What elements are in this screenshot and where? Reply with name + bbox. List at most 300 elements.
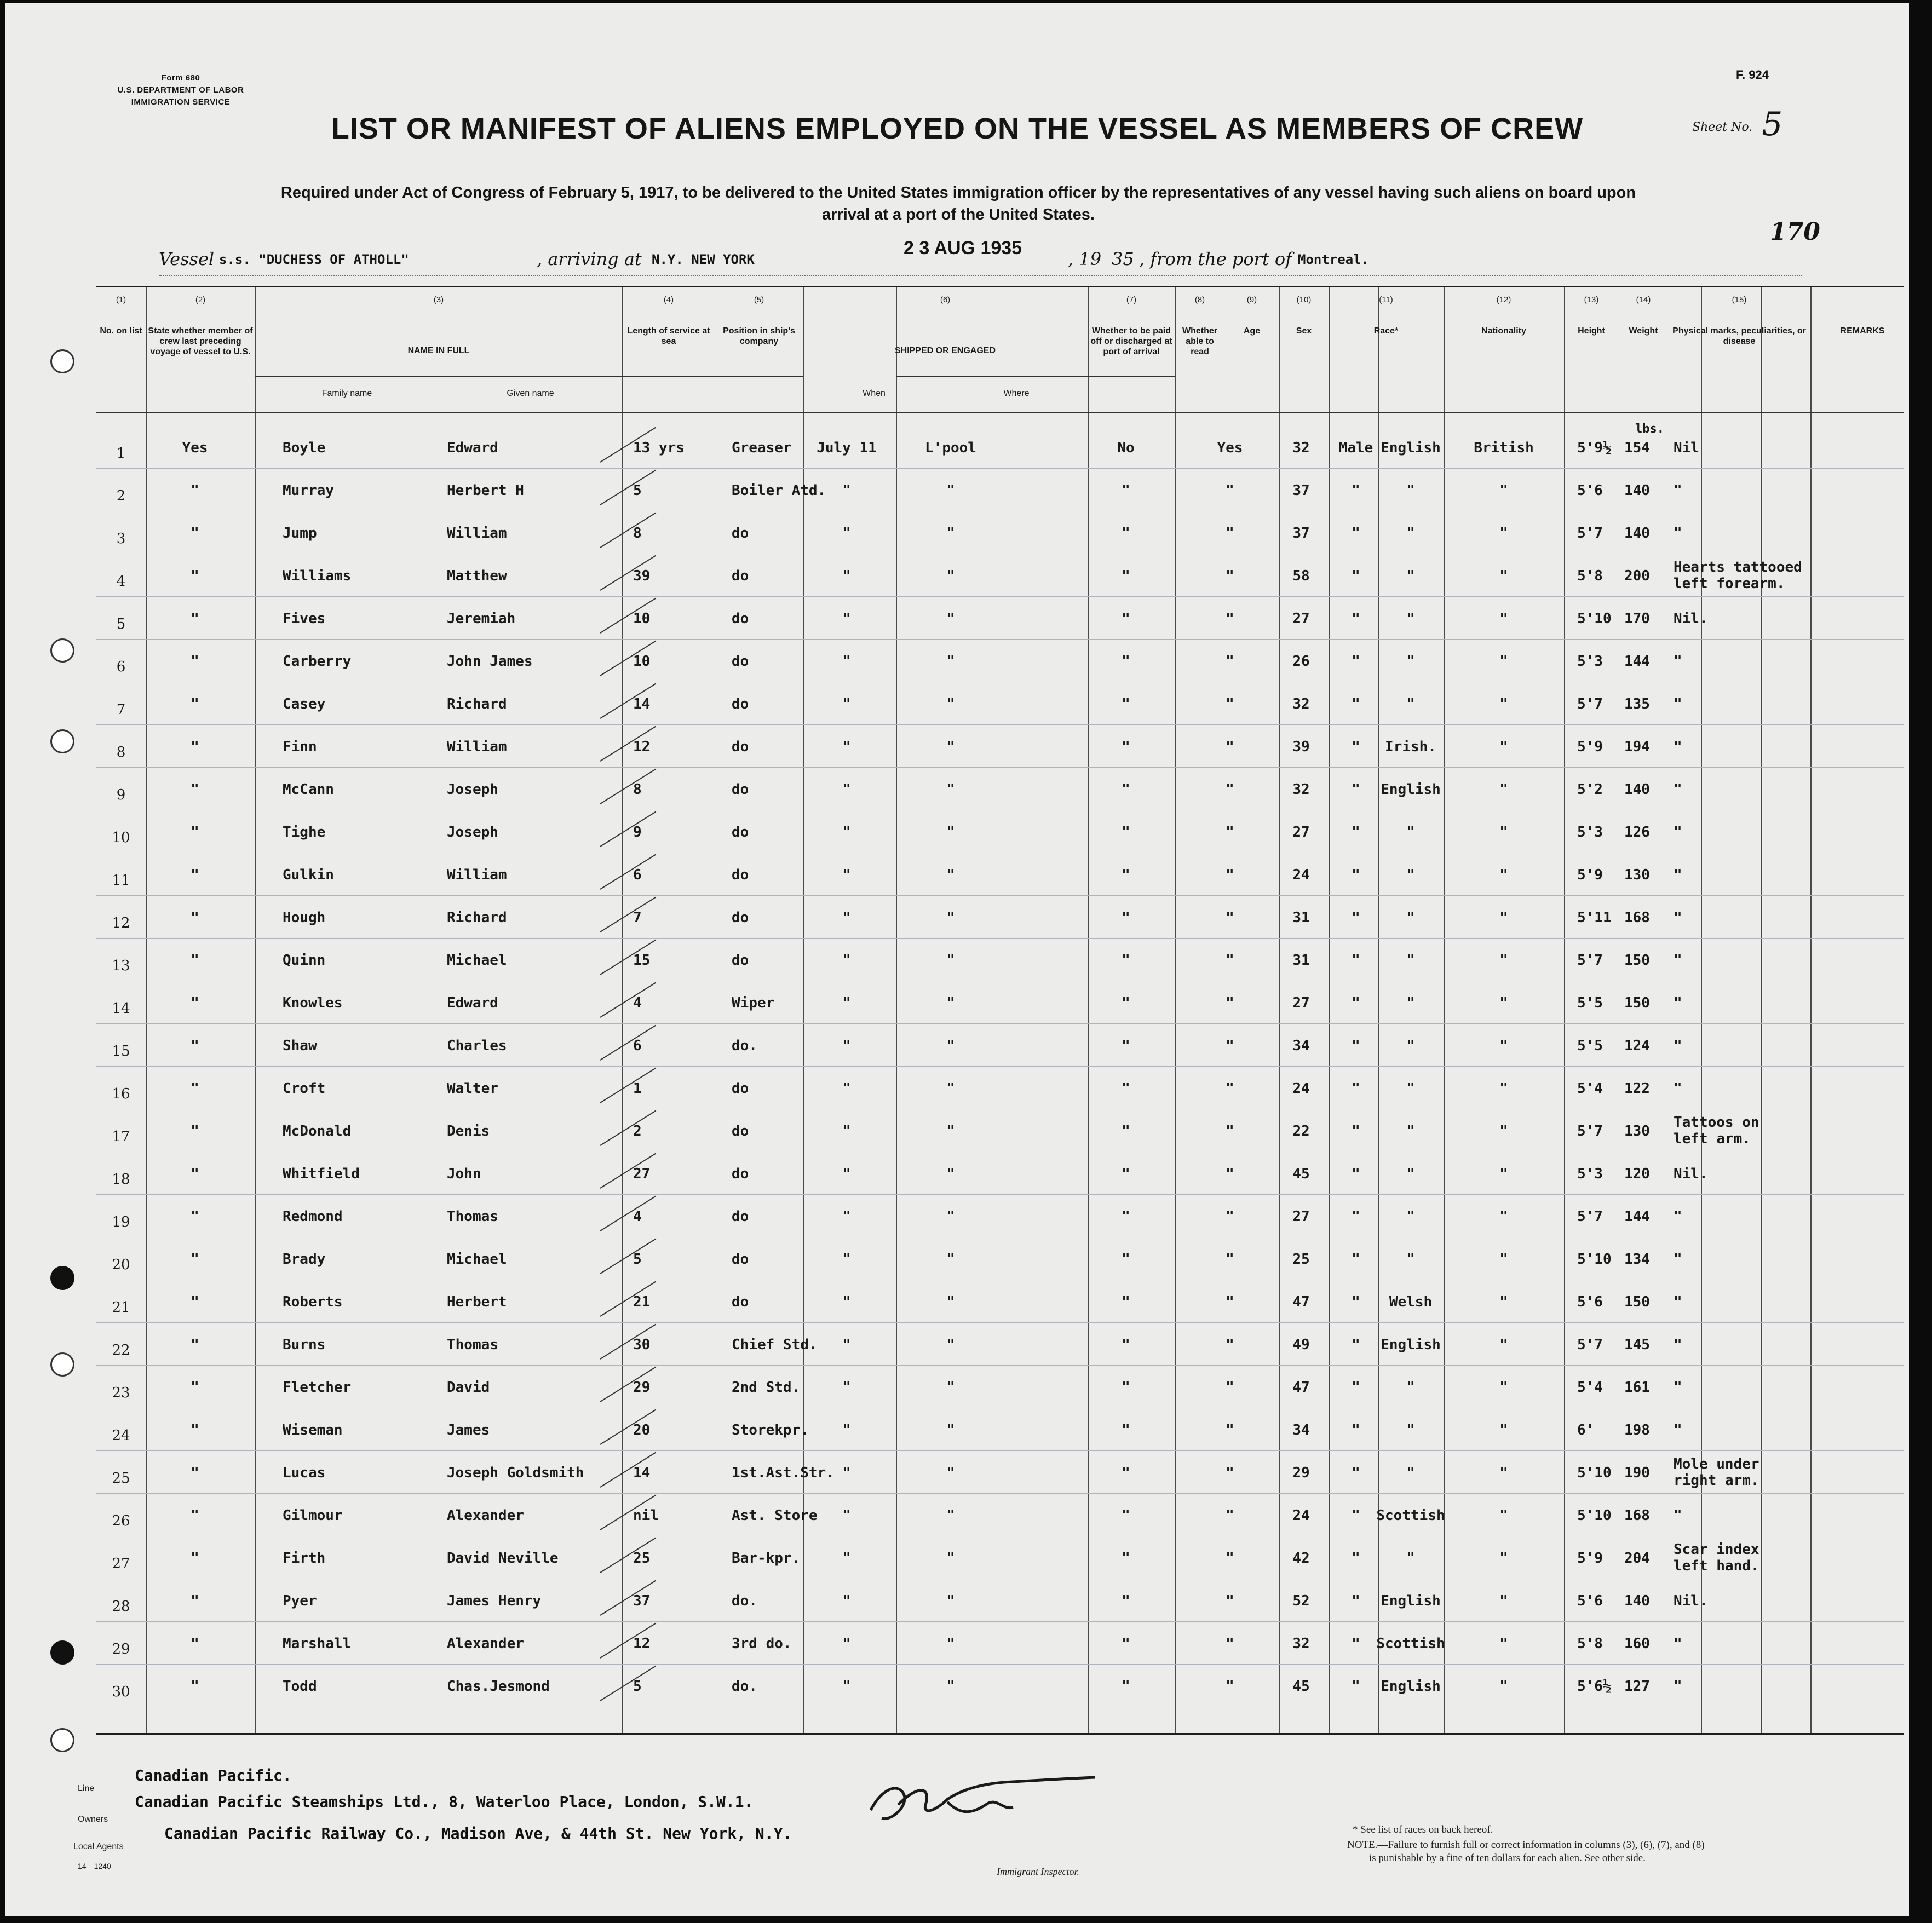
row-service: 9 bbox=[633, 824, 642, 840]
row-nat: " bbox=[1499, 739, 1508, 755]
row-service: 8 bbox=[633, 781, 642, 798]
row-service: 39 bbox=[633, 568, 651, 584]
row-number: 7 bbox=[116, 701, 126, 718]
column-number: (1) bbox=[116, 295, 127, 304]
check-mark bbox=[600, 1110, 656, 1146]
row-service: 20 bbox=[633, 1422, 651, 1438]
row-family: Firth bbox=[283, 1550, 326, 1567]
row-read: " bbox=[1226, 1379, 1234, 1396]
row-position: do. bbox=[732, 1593, 757, 1609]
row-read: " bbox=[1226, 781, 1234, 798]
row-marks: " bbox=[1674, 696, 1682, 712]
row-marks: Tattoos on left arm. bbox=[1674, 1114, 1760, 1147]
check-mark bbox=[600, 1239, 656, 1274]
row-sex: " bbox=[1352, 867, 1360, 883]
binder-hole bbox=[50, 729, 74, 753]
binder-hole bbox=[50, 1728, 74, 1752]
check-mark bbox=[600, 1025, 656, 1061]
binder-hole bbox=[50, 638, 74, 663]
row-sex: " bbox=[1352, 611, 1360, 627]
row-last: " bbox=[191, 696, 199, 712]
row-sex: " bbox=[1352, 1166, 1360, 1182]
row-service: 8 bbox=[633, 525, 642, 542]
year-value: 35 bbox=[1112, 249, 1134, 269]
row-height: 5'4 bbox=[1577, 1379, 1603, 1396]
row-read: " bbox=[1226, 653, 1234, 670]
row-age: 37 bbox=[1292, 525, 1310, 542]
weight-unit: lbs. bbox=[1635, 422, 1664, 436]
column-subheader: Where bbox=[1003, 389, 1030, 398]
row-number: 22 bbox=[112, 1342, 130, 1358]
check-mark bbox=[600, 897, 656, 932]
row-weight: 130 bbox=[1624, 1123, 1650, 1139]
row-paid: " bbox=[1122, 995, 1130, 1011]
row-number: 10 bbox=[112, 830, 130, 846]
requirement-text bbox=[104, 182, 1813, 226]
row-sex: " bbox=[1352, 482, 1360, 499]
row-read: " bbox=[1226, 1507, 1234, 1524]
row-family: Williams bbox=[283, 568, 352, 584]
row-age: 34 bbox=[1292, 1422, 1310, 1438]
row-age: 37 bbox=[1292, 482, 1310, 499]
row-rule bbox=[96, 1493, 1904, 1494]
row-height: 5'10 bbox=[1577, 1465, 1612, 1481]
row-read: " bbox=[1226, 1636, 1234, 1652]
row-given: David bbox=[447, 1379, 490, 1396]
row-weight: 190 bbox=[1624, 1465, 1650, 1481]
row-rule bbox=[96, 767, 1904, 768]
row-position: do bbox=[732, 653, 749, 670]
row-last: " bbox=[191, 568, 199, 584]
row-last: " bbox=[191, 1251, 199, 1268]
row-given: Alexander bbox=[447, 1636, 524, 1652]
row-nat: " bbox=[1499, 1080, 1508, 1097]
row-last: " bbox=[191, 653, 199, 670]
row-where: " bbox=[946, 1507, 955, 1524]
row-service: 5 bbox=[633, 1251, 642, 1268]
row-age: 29 bbox=[1292, 1465, 1310, 1481]
check-mark bbox=[600, 769, 656, 804]
row-paid: " bbox=[1122, 1123, 1130, 1139]
row-where: " bbox=[946, 1123, 955, 1139]
row-where: " bbox=[946, 696, 955, 712]
row-rule bbox=[96, 1066, 1904, 1067]
row-when: " bbox=[842, 1379, 851, 1396]
row-position: do bbox=[732, 611, 749, 627]
row-nat: " bbox=[1499, 482, 1508, 499]
row-service: 37 bbox=[633, 1593, 651, 1609]
row-paid: " bbox=[1122, 909, 1130, 926]
row-service: 4 bbox=[633, 1208, 642, 1225]
row-number: 16 bbox=[112, 1086, 130, 1102]
row-family: Gulkin bbox=[283, 867, 334, 883]
row-marks: " bbox=[1674, 867, 1682, 883]
row-where: " bbox=[946, 1251, 955, 1268]
row-where: " bbox=[946, 995, 955, 1011]
row-sex: " bbox=[1352, 1038, 1360, 1054]
row-age: 32 bbox=[1292, 781, 1310, 798]
row-position: 2nd Std. bbox=[732, 1379, 801, 1396]
row-number: 9 bbox=[116, 787, 126, 803]
row-nat: " bbox=[1499, 1507, 1508, 1524]
row-race: " bbox=[1406, 952, 1415, 969]
row-age: 22 bbox=[1292, 1123, 1310, 1139]
row-number: 21 bbox=[112, 1299, 130, 1316]
row-rule bbox=[96, 938, 1904, 939]
column-number: (11) bbox=[1379, 295, 1393, 304]
row-race: " bbox=[1406, 1123, 1415, 1139]
row-where: " bbox=[946, 1166, 955, 1182]
row-marks: " bbox=[1674, 653, 1682, 670]
row-position: do bbox=[732, 781, 749, 798]
row-position: do bbox=[732, 1251, 749, 1268]
row-rule bbox=[96, 468, 1904, 469]
row-marks: " bbox=[1674, 739, 1682, 755]
row-when: " bbox=[842, 653, 851, 670]
row-marks: " bbox=[1674, 781, 1682, 798]
row-paid: " bbox=[1122, 1379, 1130, 1396]
column-number: (15) bbox=[1732, 295, 1747, 304]
row-given: Michael bbox=[447, 1251, 507, 1268]
row-where: " bbox=[946, 1636, 955, 1652]
races-note: * See list of races on back hereof. bbox=[1353, 1824, 1493, 1835]
row-sex: " bbox=[1352, 1422, 1360, 1438]
row-paid: " bbox=[1122, 1337, 1130, 1353]
row-read: " bbox=[1226, 1251, 1234, 1268]
row-age: 24 bbox=[1292, 1080, 1310, 1097]
row-rule bbox=[96, 1621, 1904, 1622]
column-subheader: Given name bbox=[507, 389, 554, 398]
row-read: " bbox=[1226, 867, 1234, 883]
row-sex: " bbox=[1352, 1636, 1360, 1652]
date-stamp: 2 3 AUG 1935 bbox=[904, 238, 1022, 258]
row-sex: " bbox=[1352, 1208, 1360, 1225]
row-given: Herbert H bbox=[447, 482, 524, 499]
row-number: 15 bbox=[112, 1043, 130, 1060]
row-number: 17 bbox=[112, 1129, 130, 1145]
row-marks: " bbox=[1674, 824, 1682, 840]
row-age: 58 bbox=[1292, 568, 1310, 584]
row-height: 5'5 bbox=[1577, 1038, 1603, 1054]
row-given: Edward bbox=[447, 995, 498, 1011]
row-height: 5'7 bbox=[1577, 696, 1603, 712]
row-paid: " bbox=[1122, 482, 1130, 499]
row-weight: 140 bbox=[1624, 781, 1650, 798]
row-family: Hough bbox=[283, 909, 326, 926]
row-when: " bbox=[842, 1337, 851, 1353]
row-sex: " bbox=[1352, 952, 1360, 969]
row-height: 5'10 bbox=[1577, 1507, 1612, 1524]
row-paid: " bbox=[1122, 1636, 1130, 1652]
row-family: Finn bbox=[283, 739, 317, 755]
vessel-label: Vessel bbox=[159, 249, 215, 269]
row-height: 5'7 bbox=[1577, 1337, 1603, 1353]
row-weight: 194 bbox=[1624, 739, 1650, 755]
row-position: do bbox=[732, 568, 749, 584]
row-when: " bbox=[842, 1080, 851, 1097]
row-position: do. bbox=[732, 1038, 757, 1054]
row-number: 8 bbox=[116, 744, 126, 761]
row-weight: 126 bbox=[1624, 824, 1650, 840]
row-weight: 168 bbox=[1624, 1507, 1650, 1524]
row-paid: " bbox=[1122, 1080, 1130, 1097]
row-number: 14 bbox=[112, 1000, 130, 1017]
row-rule bbox=[96, 724, 1904, 725]
row-where: " bbox=[946, 867, 955, 883]
row-where: " bbox=[946, 1422, 955, 1438]
row-race: English bbox=[1381, 440, 1441, 456]
row-paid: " bbox=[1122, 525, 1130, 542]
row-family: Murray bbox=[283, 482, 334, 499]
owners-value: Canadian Pacific Steamships Ltd., 8, Waterloo Place, London, S.W.1. bbox=[135, 1793, 754, 1811]
row-position: do bbox=[732, 696, 749, 712]
row-read: " bbox=[1226, 1294, 1234, 1310]
row-last: Yes bbox=[182, 440, 208, 456]
row-where: " bbox=[946, 952, 955, 969]
row-nat: " bbox=[1499, 568, 1508, 584]
row-weight: 150 bbox=[1624, 1294, 1650, 1310]
row-number: 26 bbox=[112, 1513, 130, 1529]
row-number: 29 bbox=[112, 1641, 130, 1657]
row-weight: 144 bbox=[1624, 653, 1650, 670]
column-header: Nationality bbox=[1481, 326, 1526, 336]
row-paid: " bbox=[1122, 1422, 1130, 1438]
row-given: Jeremiah bbox=[447, 611, 516, 627]
arriving-label: , arriving at bbox=[537, 249, 642, 269]
row-weight: 168 bbox=[1624, 909, 1650, 926]
binder-hole bbox=[50, 1352, 74, 1377]
row-race: " bbox=[1406, 824, 1415, 840]
service-name: IMMIGRATION SERVICE bbox=[131, 97, 231, 107]
row-weight: 135 bbox=[1624, 696, 1650, 712]
row-nat: " bbox=[1499, 995, 1508, 1011]
row-paid: " bbox=[1122, 696, 1130, 712]
form-number: Form 680 bbox=[161, 73, 200, 83]
row-weight: 140 bbox=[1624, 482, 1650, 499]
row-family: Casey bbox=[283, 696, 326, 712]
row-marks: " bbox=[1674, 1337, 1682, 1353]
row-age: 47 bbox=[1292, 1294, 1310, 1310]
row-service: 2 bbox=[633, 1123, 642, 1139]
row-position: do bbox=[732, 1123, 749, 1139]
row-service: 25 bbox=[633, 1550, 651, 1567]
row-marks: " bbox=[1674, 1251, 1682, 1268]
row-height: 5'5 bbox=[1577, 995, 1603, 1011]
row-when: " bbox=[842, 1636, 851, 1652]
column-number: (6) bbox=[940, 295, 951, 304]
row-age: 32 bbox=[1292, 1636, 1310, 1652]
row-nat: " bbox=[1499, 1550, 1508, 1567]
row-age: 52 bbox=[1292, 1593, 1310, 1609]
row-rule bbox=[96, 1365, 1904, 1366]
row-age: 27 bbox=[1292, 824, 1310, 840]
row-weight: 140 bbox=[1624, 525, 1650, 542]
row-marks: Nil. bbox=[1674, 1593, 1708, 1609]
row-when: " bbox=[842, 1294, 851, 1310]
binder-hole bbox=[50, 349, 74, 373]
binder-hole bbox=[50, 1266, 74, 1290]
row-last: " bbox=[191, 482, 199, 499]
row-weight: 150 bbox=[1624, 995, 1650, 1011]
row-given: Herbert bbox=[447, 1294, 507, 1310]
row-where: " bbox=[946, 1678, 955, 1695]
row-when: " bbox=[842, 1507, 851, 1524]
row-last: " bbox=[191, 952, 199, 969]
row-read: " bbox=[1226, 1208, 1234, 1225]
row-nat: " bbox=[1499, 1465, 1508, 1481]
row-position: do bbox=[732, 739, 749, 755]
row-position: Ast. Store bbox=[732, 1507, 818, 1524]
row-weight: 140 bbox=[1624, 1593, 1650, 1609]
crew-table bbox=[96, 286, 1904, 1735]
row-position: 3rd do. bbox=[732, 1636, 792, 1652]
row-marks: " bbox=[1674, 1379, 1682, 1396]
row-family: Todd bbox=[283, 1678, 317, 1695]
column-header: State whether member of crew last preceding voyage of vessel to U.S. bbox=[148, 326, 253, 356]
row-given: Richard bbox=[447, 909, 507, 926]
row-where: " bbox=[946, 525, 955, 542]
row-family: Whitfield bbox=[283, 1166, 360, 1182]
row-where: " bbox=[946, 1080, 955, 1097]
row-weight: 154 bbox=[1624, 440, 1650, 456]
row-number: 12 bbox=[112, 915, 130, 931]
row-race: " bbox=[1406, 909, 1415, 926]
row-position: 1st.Ast.Str. bbox=[732, 1465, 835, 1481]
check-mark bbox=[600, 854, 656, 890]
row-position: do bbox=[732, 952, 749, 969]
row-where: " bbox=[946, 824, 955, 840]
row-sex: " bbox=[1352, 739, 1360, 755]
row-number: 24 bbox=[112, 1427, 130, 1444]
owners-label: Owners bbox=[78, 1815, 108, 1824]
row-read: Yes bbox=[1217, 440, 1243, 456]
column-header: Age bbox=[1243, 326, 1261, 336]
row-number: 3 bbox=[116, 531, 126, 547]
row-race: " bbox=[1406, 1038, 1415, 1054]
row-weight: 127 bbox=[1624, 1678, 1650, 1695]
row-position: Storekpr. bbox=[732, 1422, 809, 1438]
column-header: NAME IN FULL bbox=[407, 346, 470, 355]
row-when: " bbox=[842, 525, 851, 542]
row-given: Denis bbox=[447, 1123, 490, 1139]
row-nat: " bbox=[1499, 1123, 1508, 1139]
row-when: " bbox=[842, 1123, 851, 1139]
column-number: (10) bbox=[1296, 295, 1312, 304]
row-service: 14 bbox=[633, 1465, 651, 1481]
row-where: " bbox=[946, 568, 955, 584]
row-read: " bbox=[1226, 995, 1234, 1011]
row-marks: Nil bbox=[1674, 440, 1699, 456]
row-height: 5'8 bbox=[1577, 568, 1603, 584]
row-weight: 130 bbox=[1624, 867, 1650, 883]
row-position: do. bbox=[732, 1678, 757, 1695]
row-when: " bbox=[842, 1593, 851, 1609]
row-number: 5 bbox=[116, 616, 126, 632]
row-service: nil bbox=[633, 1507, 659, 1524]
row-age: 26 bbox=[1292, 653, 1310, 670]
row-when: " bbox=[842, 781, 851, 798]
row-last: " bbox=[191, 1678, 199, 1695]
row-paid: " bbox=[1122, 1294, 1130, 1310]
column-header: Weight bbox=[1629, 326, 1658, 336]
row-given: Joseph Goldsmith bbox=[447, 1465, 584, 1481]
row-rule bbox=[96, 1450, 1904, 1451]
document-title: LIST OR MANIFEST OF ALIENS EMPLOYED ON THE VESSEL AS MEMBERS OF CREW bbox=[331, 112, 1584, 145]
row-nat: " bbox=[1499, 909, 1508, 926]
row-nat: " bbox=[1499, 1038, 1508, 1054]
row-nat: " bbox=[1499, 1593, 1508, 1609]
row-last: " bbox=[191, 1038, 199, 1054]
row-marks: " bbox=[1674, 525, 1682, 542]
row-race: " bbox=[1406, 1465, 1415, 1481]
row-rule bbox=[96, 1322, 1904, 1323]
f-number: F. 924 bbox=[1736, 68, 1769, 82]
row-race: " bbox=[1406, 1166, 1415, 1182]
row-family: Roberts bbox=[283, 1294, 343, 1310]
row-read: " bbox=[1226, 1550, 1234, 1567]
row-service: 21 bbox=[633, 1294, 651, 1310]
row-paid: " bbox=[1122, 867, 1130, 883]
row-when: " bbox=[842, 909, 851, 926]
row-race: " bbox=[1406, 1550, 1415, 1567]
penalty-note-1: NOTE.—Failure to furnish full or correct information in columns (3), (6), (7), and (8) bbox=[1347, 1839, 1705, 1851]
row-read: " bbox=[1226, 824, 1234, 840]
row-when: " bbox=[842, 867, 851, 883]
check-mark bbox=[600, 1666, 656, 1701]
column-number: (2) bbox=[195, 295, 206, 304]
row-position: Bar-kpr. bbox=[732, 1550, 801, 1567]
row-nat: " bbox=[1499, 781, 1508, 798]
row-paid: " bbox=[1122, 1678, 1130, 1695]
row-read: " bbox=[1226, 1678, 1234, 1695]
row-number: 28 bbox=[112, 1598, 130, 1615]
line-label: Line bbox=[78, 1784, 95, 1793]
row-last: " bbox=[191, 1593, 199, 1609]
row-weight: 120 bbox=[1624, 1166, 1650, 1182]
row-last: " bbox=[191, 867, 199, 883]
row-paid: " bbox=[1122, 568, 1130, 584]
row-sex: " bbox=[1352, 781, 1360, 798]
row-height: 5'11 bbox=[1577, 909, 1612, 926]
row-paid: " bbox=[1122, 1593, 1130, 1609]
row-family: Fletcher bbox=[283, 1379, 352, 1396]
requirement-line-2: arrival at a port of the United States. bbox=[822, 206, 1095, 223]
year-label: , 19 bbox=[1068, 249, 1102, 269]
row-sex: " bbox=[1352, 1294, 1360, 1310]
row-family: Boyle bbox=[283, 440, 326, 456]
from-port: Montreal. bbox=[1298, 252, 1370, 267]
row-sex: " bbox=[1352, 1465, 1360, 1481]
row-paid: " bbox=[1122, 1507, 1130, 1524]
row-height: 5'9 bbox=[1577, 1550, 1603, 1567]
row-paid: " bbox=[1122, 611, 1130, 627]
row-nat: " bbox=[1499, 1166, 1508, 1182]
row-number: 19 bbox=[112, 1214, 130, 1230]
sheet-number-value: 5 bbox=[1762, 105, 1783, 143]
row-race: " bbox=[1406, 568, 1415, 584]
row-weight: 122 bbox=[1624, 1080, 1650, 1097]
row-position: do bbox=[732, 867, 749, 883]
row-last: " bbox=[191, 824, 199, 840]
row-family: McDonald bbox=[283, 1123, 352, 1139]
department-name: U.S. DEPARTMENT OF LABOR bbox=[117, 85, 244, 95]
row-read: " bbox=[1226, 482, 1234, 499]
row-marks: Nil. bbox=[1674, 611, 1708, 627]
row-where: " bbox=[946, 909, 955, 926]
row-sex: " bbox=[1352, 824, 1360, 840]
row-family: Croft bbox=[283, 1080, 326, 1097]
row-height: 5'6 bbox=[1577, 1593, 1603, 1609]
